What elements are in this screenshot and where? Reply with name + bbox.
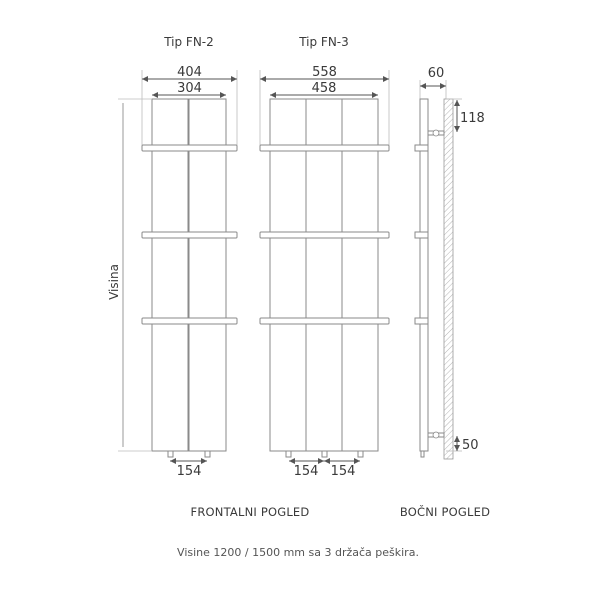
fn2-bottom-spacing: 154: [176, 464, 202, 479]
fn2-title: Tip FN-2: [164, 35, 214, 49]
fn2-front-view: [107, 65, 237, 479]
wall: [444, 99, 453, 459]
fn2-outer-width: 404: [177, 65, 202, 80]
fn3-front-view: [260, 65, 389, 479]
side-top-offset: 118: [460, 111, 485, 126]
height-note: Visine 1200 / 1500 mm sa 3 držača peškira.: [177, 546, 419, 559]
side-depth: 60: [427, 66, 445, 81]
side-view-caption: BOČNI POGLED: [399, 505, 491, 519]
fn2-inner-width: 304: [177, 81, 202, 96]
side-bottom-offset: 50: [462, 438, 479, 453]
fn3-outer-width: 558: [312, 65, 337, 80]
fn3-title: Tip FN-3: [299, 35, 349, 49]
height-label: Visina: [107, 264, 121, 300]
front-view-caption: FRONTALNI POGLED: [190, 505, 310, 519]
side-view: [415, 66, 485, 459]
fn3-inner-width: 458: [311, 81, 337, 96]
fn3-bottom-spacing-left: 154: [293, 464, 319, 479]
fn3-bottom-spacing-right: 154: [330, 464, 356, 479]
